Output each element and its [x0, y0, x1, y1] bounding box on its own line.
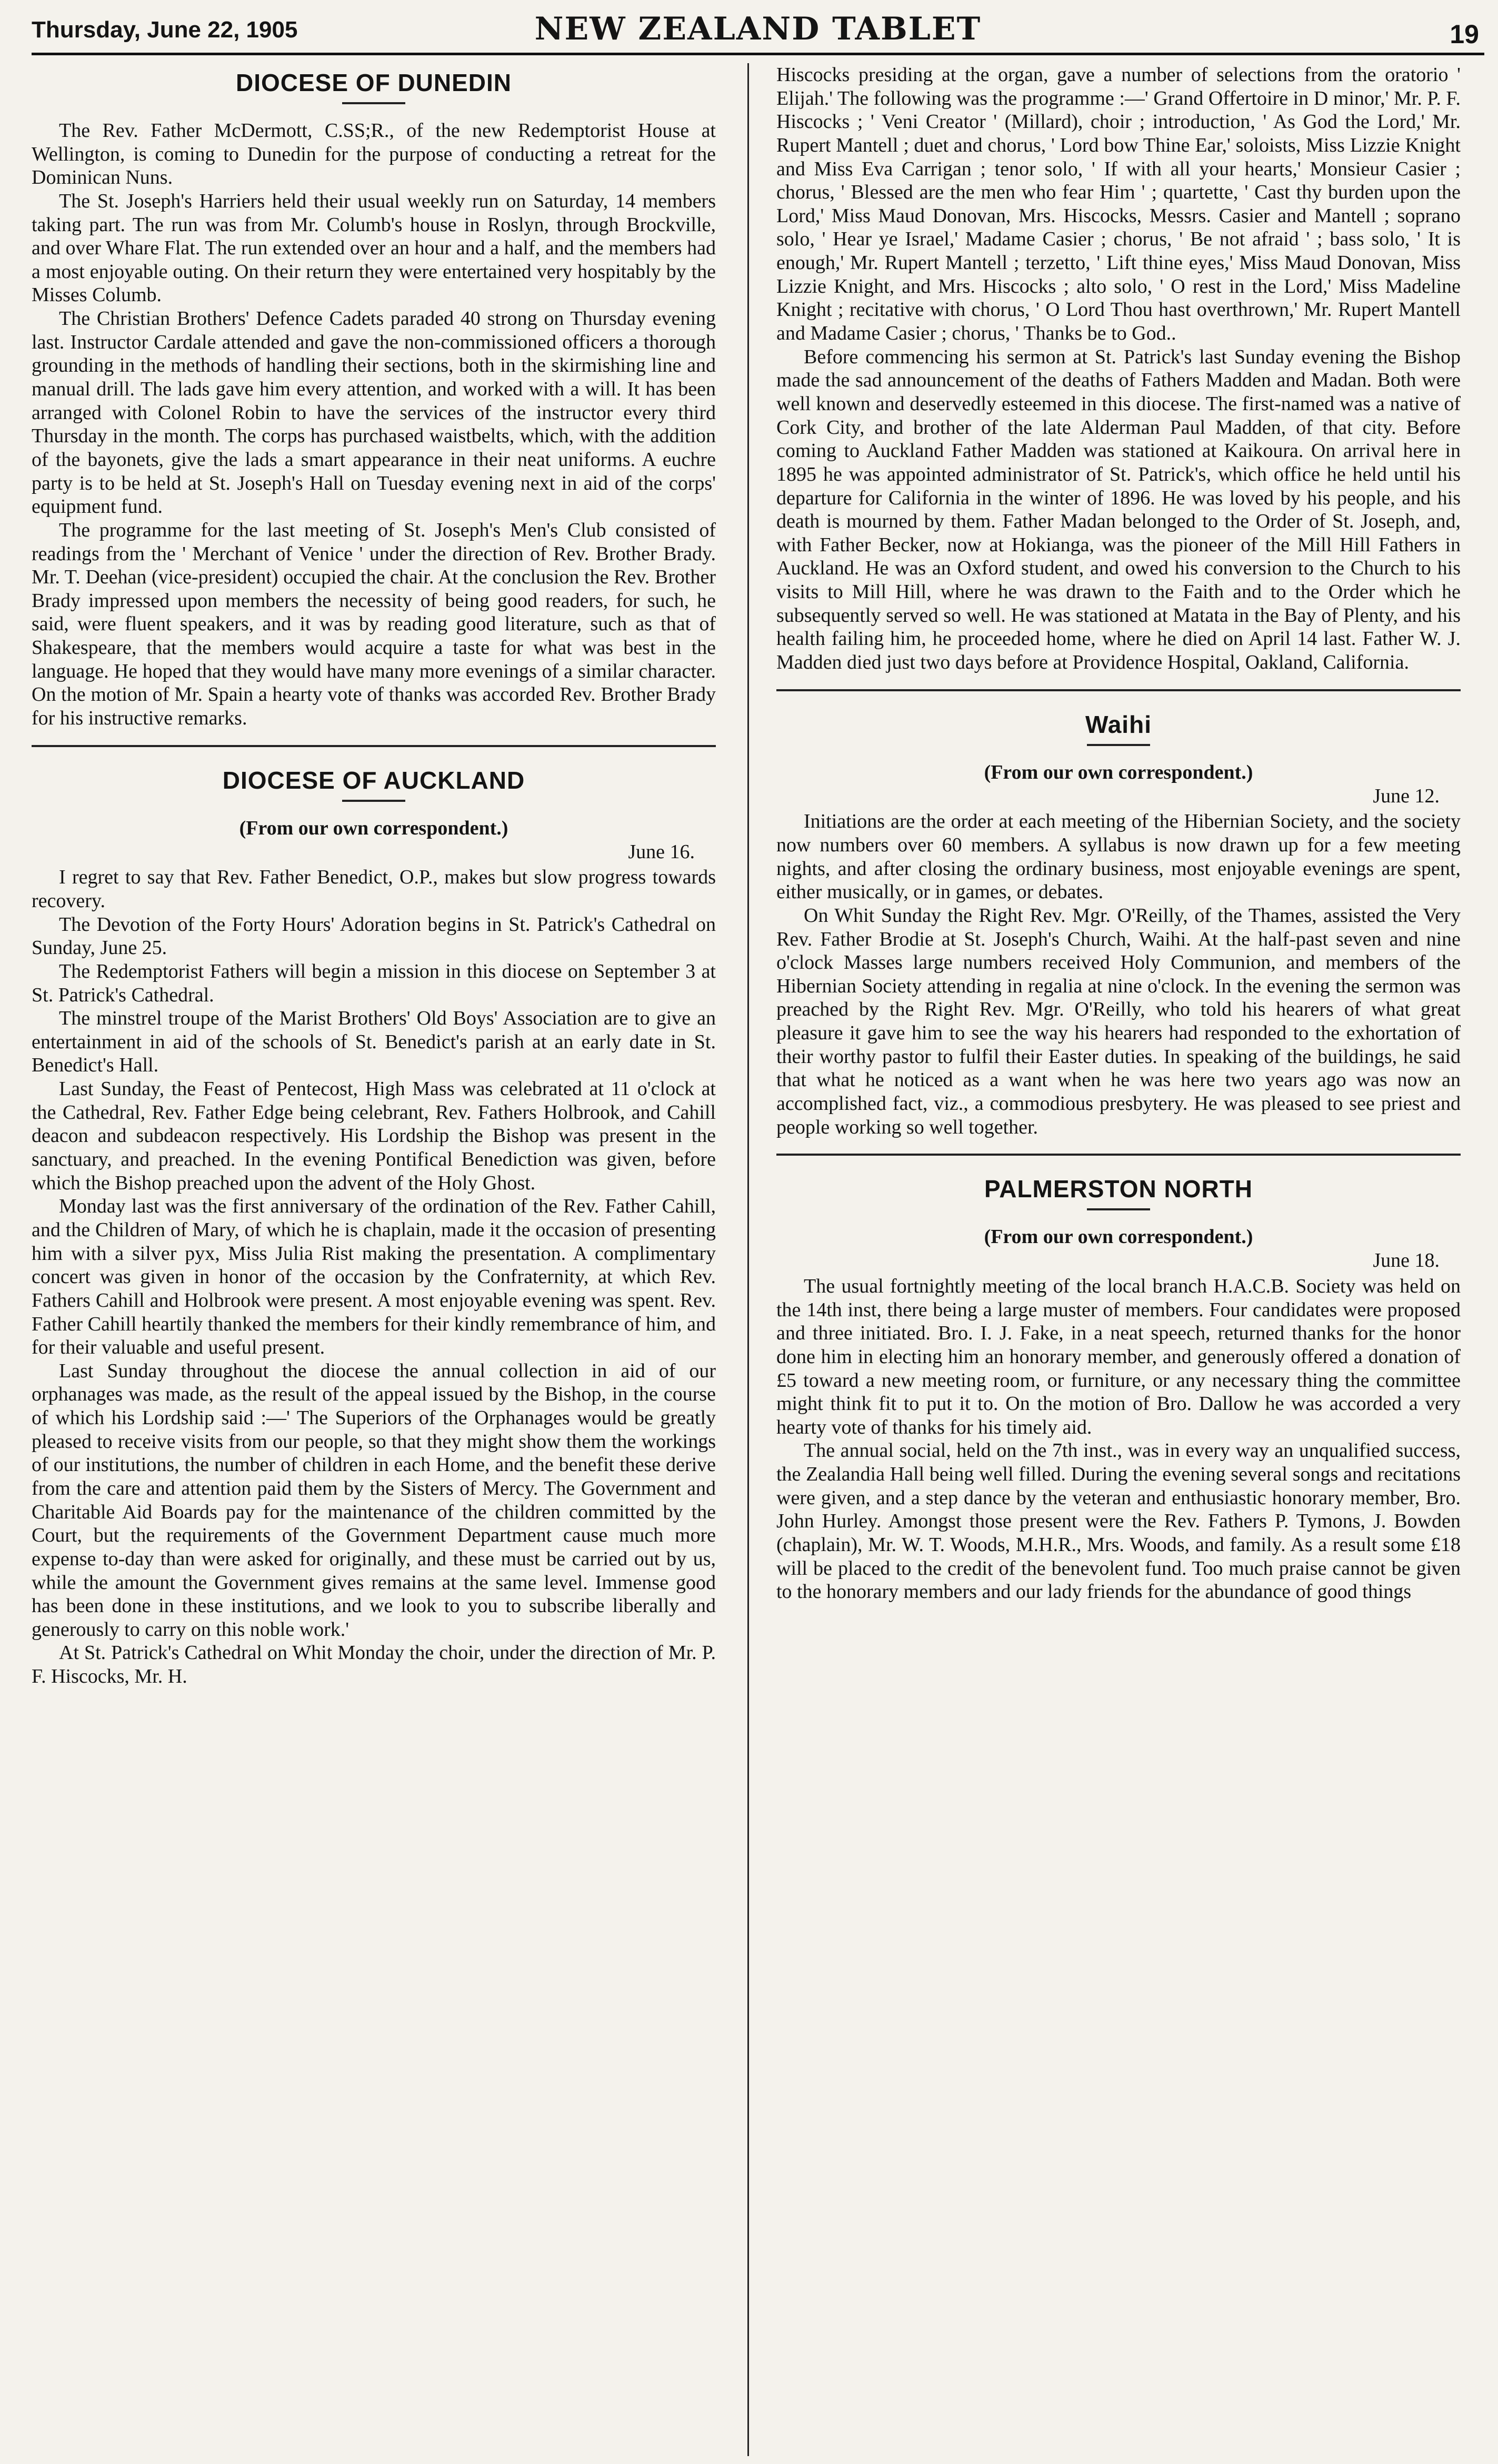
masthead [32, 9, 1484, 55]
heading-rule [1087, 1208, 1150, 1210]
auckland-article [32, 866, 716, 1688]
article-paragraph: The St. Joseph's Harriers held their usual weekly run on Saturday, 14 members taking part. The run was from Mr. Columb's house in Roslyn, through Brockville, and over Whare Flat. The run extended over an hour and a half, and the members had a most enjoyable outing. On their return they were entertained very hospitably by the Misses Columb. [32, 190, 716, 306]
article-paragraph: Initiations are the order at each meeting of the Hibernian Society, and the society now numbers over 60 members. A syllabus is now drawn up for a few meeting nights, and after closing the ordinary business, most enjoyable evenings are spent, either musically, or in games, or debates. [776, 810, 1461, 903]
page-number: 19 [1450, 19, 1479, 49]
waihi-article [776, 810, 1461, 1139]
article-paragraph: The minstrel troupe of the Marist Brothers' Old Boys' Association are to give an entertainment in aid of the schools of St. Benedict's parish at an early date in St. Benedict's Hall. [32, 1007, 716, 1077]
correspondent-line: (From our own correspondent.) [984, 1226, 1253, 1248]
heading-rule [1087, 744, 1150, 746]
heading-rule [342, 800, 405, 802]
section-separator [776, 1154, 1461, 1156]
article-paragraph: The Devotion of the Forty Hours' Adoration begins in St. Patrick's Cathedral on Sunday, June 25. [32, 913, 716, 959]
article-paragraph: Last Sunday, the Feast of Pentecost, High Mass was celebrated at 11 o'clock at the Cathedral, Rev. Father Edge being celebrant, Rev. Fathers Holbrook, and Cahill deacon and subdeacon respectively. His Lordship the Bishop was present in the sanctuary, and preached. In the evening Pontifical Benediction was given, before which the Bishop preached upon the advent of the Holy Ghost. [32, 1078, 716, 1194]
newspaper-title: NEW ZEALAND TABLET [534, 11, 982, 47]
dateline: June 12. [1373, 784, 1440, 807]
issue-date: Thursday, June 22, 1905 [32, 17, 298, 43]
correspondent-line: (From our own correspondent.) [984, 761, 1253, 783]
article-paragraph: On Whit Sunday the Right Rev. Mgr. O'Reilly, of the Thames, assisted the Very Rev. Father Brodie at St. Joseph's Church, Waihi. At the half-past seven and nine o'clock Masses large numbers received Holy Communion, and members of the Hibernian Society attending in regalia at nine o'clock. In the evening the sermon was preached by the Right Rev. Mgr. O'Reilly, who told his hearers of what great pleasure it gave him to see the way his hearers had responded to the exhortation of their worthy pastor to fulfil their Easter duties. In speaking of the buildings, he said that what he noticed as a want when he was here two years ago was now an accomplished fact, viz., a commodious presbytery. He was pleased to see priest and people working so well together. [776, 904, 1461, 1138]
article-paragraph: The Redemptorist Fathers will begin a mission in this diocese on September 3 at St. Patrick's Cathedral. [32, 960, 716, 1006]
column-divider [747, 63, 749, 2456]
article-paragraph: The programme for the last meeting of St. Joseph's Men's Club consisted of readings from the ' Merchant of Venice ' under the direction of Rev. Brother Brady. Mr. T. Deehan (vice-president) occupied the chair. At the conclusion the Rev. Brother Brady impressed upon members the necessity of being good readers, for such, he said, were fluent speakers, and it was by reading good literature, such as that of Shakespeare, that the members would acquire a taste for what was best in the language. He hoped that they would have many more evenings of a similar character. On the motion of Mr. Spain a hearty vote of thanks was accorded Rev. Brother Brady for his instructive remarks. [32, 519, 716, 730]
article-paragraph: At St. Patrick's Cathedral on Whit Monday the choir, under the direction of Mr. P. F. Hiscocks, Mr. H. [32, 1642, 716, 1688]
dunedin-article [32, 119, 716, 730]
article-paragraph: Before commencing his sermon at St. Patrick's last Sunday evening the Bishop made the sad announcement of the deaths of Fathers Madden and Madan. Both were well known and deservedly esteemed in this diocese. The first-named was a native of Cork City, and brother of the late Alderman Paul Madden, of that city. Before coming to Auckland Father Madden was stationed at Kaikoura. On arrival here in 1895 he was appointed administrator of St. Patrick's, which office he held until his departure for California in the winter of 1896. He was loved by his people, and his death is mourned by them. Father Madan belonged to the Order of St. Joseph, and, with Father Becker, now at Hokianga, was the pioneer of the Mill Hill Fathers in Auckland. He was an Oxford student, and owed his conversion to the Church to his visits to Mill Hill, where he was drawn to the Faith and to the Order which he subsequently served so well. He was stationed at Matata in the Bay of Plenty, and his health failing him, he proceeded home, where he died on April 14 last. Father W. J. Madden died just two days before at Providence Hospital, Oakland, California. [776, 345, 1461, 674]
section-separator [776, 689, 1461, 691]
article-paragraph: Monday last was the first anniversary of the ordination of the Rev. Father Cahill, and the Children of Mary, of which he is chaplain, made it the occasion of presenting him with a silver pyx, Miss Julia Rist making the presentation. A complimentary concert was given in honor of the occasion by the Confraternity, at which Rev. Fathers Cahill and Holbrook were present. A most enjoyable evening was spent. Rev. Father Cahill heartily thanked the members for their kindly remembrance of him, and for their valuable and useful present. [32, 1195, 716, 1359]
auckland-article-continued [776, 63, 1461, 674]
dunedin-heading: DIOCESE OF DUNEDIN [235, 69, 512, 96]
left-column [32, 63, 716, 1688]
article-paragraph: The Rev. Father McDermott, C.SS;R., of the new Redemptorist House at Wellington, is coming to Dunedin for the purpose of conducting a retreat for the Dominican Nuns. [32, 120, 716, 189]
palmerston-heading: PALMERSTON NORTH [984, 1175, 1253, 1203]
waihi-heading: Waihi [1085, 710, 1152, 738]
correspondent-line: (From our own correspondent.) [239, 817, 508, 839]
dateline: June 18. [1373, 1249, 1440, 1272]
section-separator [32, 745, 716, 747]
article-paragraph: Hiscocks presiding at the organ, gave a number of selections from the oratorio ' Elijah.' The following was the programme :—' Grand Offertoire in D minor,' Mr. P. F. Hiscocks ; ' Veni Creator ' (Millard), choir ; introduction, ' As God the Lord,' Mr. Rupert Mantell ; duet and chorus, ' Lord bow Thine Ear,' soloists, Miss Lizzie Knight and Miss Eva Carrigan ; tenor solo, ' If with all your hearts,' Monsieur Casier ; chorus, ' Blessed are the men who fear Him ' ; quartette, ' Cast thy burden upon the Lord,' Miss Maud Donovan, Mrs. Hiscocks, Messrs. Casier and Mantell ; soprano solo, ' Hear ye Israel,' Madame Casier ; chorus, ' Be not afraid ' ; bass solo, ' It is enough,' Mr. Rupert Mantell ; terzetto, ' Lift thine eyes,' Miss Maud Donovan, Miss Lizzie Knight, and Mrs. Hiscocks ; alto solo, ' O rest in the Lord,' Miss Madeline Knight ; recitative with chorus, ' O Lord Thou hast overthrown,' Mr. Rupert Mantell and Madame Casier ; chorus, ' Thanks be to God.. [776, 64, 1461, 345]
heading-rule [342, 102, 405, 104]
auckland-heading: DIOCESE OF AUCKLAND [222, 766, 525, 794]
article-paragraph: Last Sunday throughout the diocese the annual collection in aid of our orphanages was made, as the result of the appeal issued by the Bishop, in the course of which his Lordship said :—' The Superiors of the Orphanages would be greatly pleased to receive visits from our people, so that they might show them the workings of our institutions, the number of children in each Home, and the benefit these derive from the care and attention paid them by the Sisters of Mercy. The Government and Charitable Aid Boards pay for the maintenance of the children committed by the Court, but the requirements of the Government Department cause much more expense to-day than were asked for originally, and these must be carried out by us, while the amount the Government gives remains at the same level. Immense good has been done in these institutions, and we look to you to subscribe liberally and generously to carry on this noble work.' [32, 1359, 716, 1641]
article-paragraph: I regret to say that Rev. Father Benedict, O.P., makes but slow progress towards recovery. [32, 866, 716, 912]
article-paragraph: The usual fortnightly meeting of the local branch H.A.C.B. Society was held on the 14th inst, there being a large muster of members. Four candidates were proposed and three initiated. Bro. I. J. Fake, in a neat speech, returned thanks for the honor done him in electing him an honorary member, and generously offered a donation of £5 toward a new meeting room, or furniture, or any necessary thing the committee might think fit to put it to. On the motion of Bro. Dallow he was accorded a very hearty vote of thanks for his timely aid. [776, 1275, 1461, 1438]
dateline: June 16. [628, 840, 695, 863]
article-paragraph: The annual social, held on the 7th inst., was in every way an unqualified success, the Zealandia Hall being well filled. During the evening several songs and recitations were given, and a step dance by the veteran and enthusiastic honorary member, Bro. John Hurley. Amongst those present were the Rev. Fathers P. Tymons, J. Bowden (chaplain), Mr. W. T. Woods, M.H.R., Mrs. Woods, and family. As a result some £18 will be placed to the credit of the benevolent fund. Too much praise cannot be given to the honorary members and our lady friends for the abundance of good things [776, 1439, 1461, 1603]
right-column [776, 63, 1461, 1604]
article-paragraph: The Christian Brothers' Defence Cadets paraded 40 strong on Thursday evening last. Instructor Cardale attended and gave the non-commissioned officers a thorough grounding in the methods of handling their sections, both in the skirmishing line and manual drill. The lads gave him every attention, and worked with a will. It has been arranged with Colonel Robin to have the services of the instructor every third Thursday in the month. The corps has purchased waistbelts, which, with the addition of the bayonets, give the lads a smart appearance in their neat uniforms. A euchre party is to be held at St. Joseph's Hall on Tuesday evening next in aid of the corps' equipment fund. [32, 307, 716, 518]
palmerston-article [776, 1275, 1461, 1604]
